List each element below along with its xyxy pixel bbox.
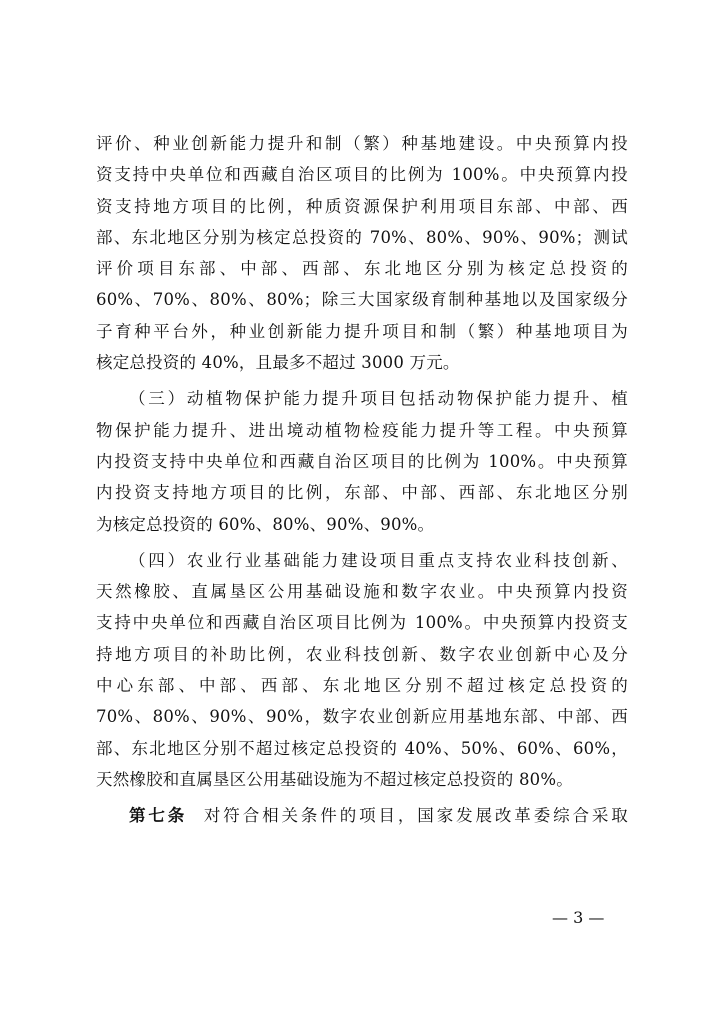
text-line: 核定总投资的 40%，且最多不超过 3000 万元。 bbox=[96, 353, 460, 373]
text-line: 天然橡胶和直属垦区公用基础设施为不超过核定总投资的 80%。 bbox=[96, 769, 573, 789]
text-line: （三）动植物保护能力提升项目包括动物保护能力提升、植 bbox=[129, 389, 628, 409]
text-line: 60%、70%、80%、80%；除三大国家级育制种基地以及国家级分 bbox=[96, 290, 628, 310]
text-line: 支持中央单位和西藏自治区项目比例为 100%。中央预算内投资支 bbox=[96, 613, 628, 633]
text-line: 内投资支持地方项目的比例，东部、中部、西部、东北地区分别 bbox=[96, 483, 628, 503]
document-body bbox=[96, 128, 628, 832]
article-heading: 第七条 bbox=[129, 806, 188, 826]
text-line: 评价、种业创新能力提升和制（繁）种基地建设。中央预算内投 bbox=[96, 134, 628, 153]
paragraph-seed-testing bbox=[96, 128, 628, 378]
article-text: 对符合相关条件的项目，国家发展改革委综合采取 bbox=[201, 806, 628, 826]
page-number: — 3 — bbox=[552, 908, 605, 927]
text-line: 天然橡胶、直属垦区公用基础设施和数字农业。中央预算内投资 bbox=[96, 582, 628, 602]
text-line: 部、东北地区分别为核定总投资的 70%、80%、90%、90%；测试 bbox=[96, 227, 628, 247]
text-line: 持地方项目的补助比例，农业科技创新、数字农业创新中心及分 bbox=[96, 644, 628, 664]
text-line: 70%、80%、90%、90%，数字农业创新应用基地东部、中部、西 bbox=[96, 707, 628, 727]
paragraph-plant-animal-protection bbox=[96, 383, 628, 539]
text-line: 部、东北地区分别不超过核定总投资的 40%、50%、60%、60%， bbox=[96, 738, 628, 758]
paragraph-basic-capacity bbox=[96, 545, 628, 795]
text-line: 资支持中央单位和西藏自治区项目的比例为 100%。中央预算内投 bbox=[96, 165, 628, 185]
text-line: 内投资支持中央单位和西藏自治区项目的比例为 100%。中央预算 bbox=[96, 451, 628, 471]
text-line: 物保护能力提升、进出境动植物检疫能力提升等工程。中央预算 bbox=[96, 420, 628, 440]
text-line: （四）农业行业基础能力建设项目重点支持农业科技创新、 bbox=[129, 550, 628, 570]
text-line: 中心东部、中部、西部、东北地区分别不超过核定总投资的 bbox=[96, 676, 628, 696]
text-line: 子育种平台外，种业创新能力提升项目和制（繁）种基地项目为 bbox=[96, 321, 628, 341]
text-line: 资支持地方项目的比例，种质资源保护利用项目东部、中部、西 bbox=[96, 196, 628, 216]
text-line: 为核定总投资的 60%、80%、90%、90%。 bbox=[96, 514, 435, 534]
article-seven-line bbox=[96, 800, 628, 831]
text-line: 评价项目东部、中部、西部、东北地区分别为核定总投资的 bbox=[96, 259, 628, 279]
